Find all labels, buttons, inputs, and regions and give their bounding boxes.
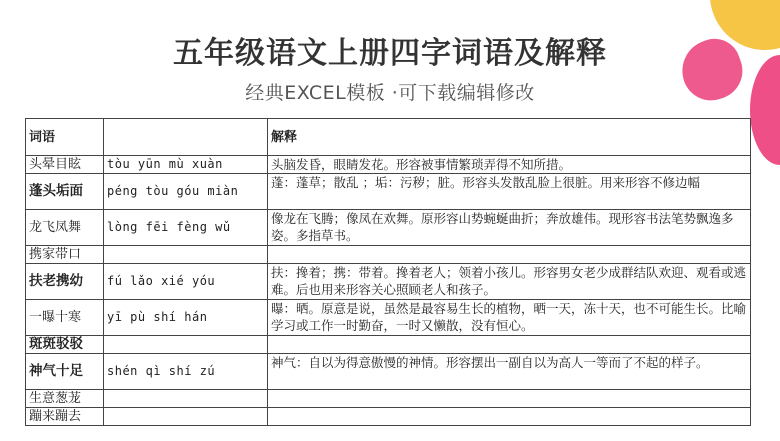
vocabulary-table bbox=[25, 118, 751, 426]
pinyin-cell: yī pù shí hán bbox=[104, 300, 268, 336]
pinyin-cell bbox=[104, 336, 268, 354]
meaning-cell: 曝：晒。原意是说，虽然是最容易生长的植物，晒一天，冻十天，也不可能生长。比喻学习或工作一时勤奋，一时又懒散，没有恒心。 bbox=[268, 300, 751, 336]
table-row bbox=[26, 408, 751, 426]
table-row bbox=[26, 156, 751, 174]
meaning-cell: 扶：搀着；携：带着。搀着老人；领着小孩儿。形容男女老少成群结队欢迎、观看或逃难。后也用来形容关心照顾老人和孩子。 bbox=[268, 264, 751, 300]
column-header-pinyin bbox=[104, 119, 268, 156]
pinyin-cell: shén qì shí zú bbox=[104, 354, 268, 390]
table-row bbox=[26, 210, 751, 246]
meaning-cell: 蓬：蓬草；散乱 ；垢：污秽；脏。形容头发散乱脸上很脏。用来形容不修边幅 bbox=[268, 174, 751, 210]
table-row bbox=[26, 390, 751, 408]
word-cell: 携家带口 bbox=[26, 246, 104, 264]
meaning-cell bbox=[268, 246, 751, 264]
column-header-word: 词语 bbox=[26, 119, 104, 156]
meaning-cell bbox=[268, 336, 751, 354]
column-header-meaning: 解释 bbox=[268, 119, 751, 156]
table-row bbox=[26, 174, 751, 210]
meaning-cell: 神气：自以为得意傲慢的神情。形容摆出一副自以为高人一等而了不起的样子。 bbox=[268, 354, 751, 390]
word-cell: 头晕目眩 bbox=[26, 156, 104, 174]
pinyin-cell bbox=[104, 246, 268, 264]
page-subtitle: 经典EXCEL模板 ·可下载编辑修改 bbox=[245, 82, 535, 104]
word-cell: 一曝十寒 bbox=[26, 300, 104, 336]
pinyin-cell: péng tòu góu miàn bbox=[104, 174, 268, 210]
word-cell: 斑斑驳驳 bbox=[26, 336, 104, 354]
table-row bbox=[26, 264, 751, 300]
table-row bbox=[26, 300, 751, 336]
word-cell: 生意葱茏 bbox=[26, 390, 104, 408]
meaning-cell bbox=[268, 408, 751, 426]
table-header-row bbox=[26, 119, 751, 156]
pinyin-cell: fú lǎo xié yóu bbox=[104, 264, 268, 300]
pinyin-cell bbox=[104, 408, 268, 426]
word-cell: 蹦来蹦去 bbox=[26, 408, 104, 426]
page-title: 五年级语文上册四字词语及解释 bbox=[173, 36, 607, 71]
word-cell: 扶老携幼 bbox=[26, 264, 104, 300]
pinyin-cell: lòng fēi fèng wǔ bbox=[104, 210, 268, 246]
word-cell: 龙飞凤舞 bbox=[26, 210, 104, 246]
meaning-cell: 头脑发昏，眼睛发花。形容被事情繁琐弄得不知所措。 bbox=[268, 156, 751, 174]
word-cell: 神气十足 bbox=[26, 354, 104, 390]
table-row bbox=[26, 336, 751, 354]
pinyin-cell bbox=[104, 390, 268, 408]
table-row bbox=[26, 354, 751, 390]
meaning-cell bbox=[268, 390, 751, 408]
word-cell: 蓬头垢面 bbox=[26, 174, 104, 210]
pinyin-cell: tòu yūn mù xuàn bbox=[104, 156, 268, 174]
table-row bbox=[26, 246, 751, 264]
meaning-cell: 像龙在飞腾；像凤在欢舞。原形容山势蜿蜒曲折；奔放雄伟。现形容书法笔势飘逸多姿。多指草书。 bbox=[268, 210, 751, 246]
